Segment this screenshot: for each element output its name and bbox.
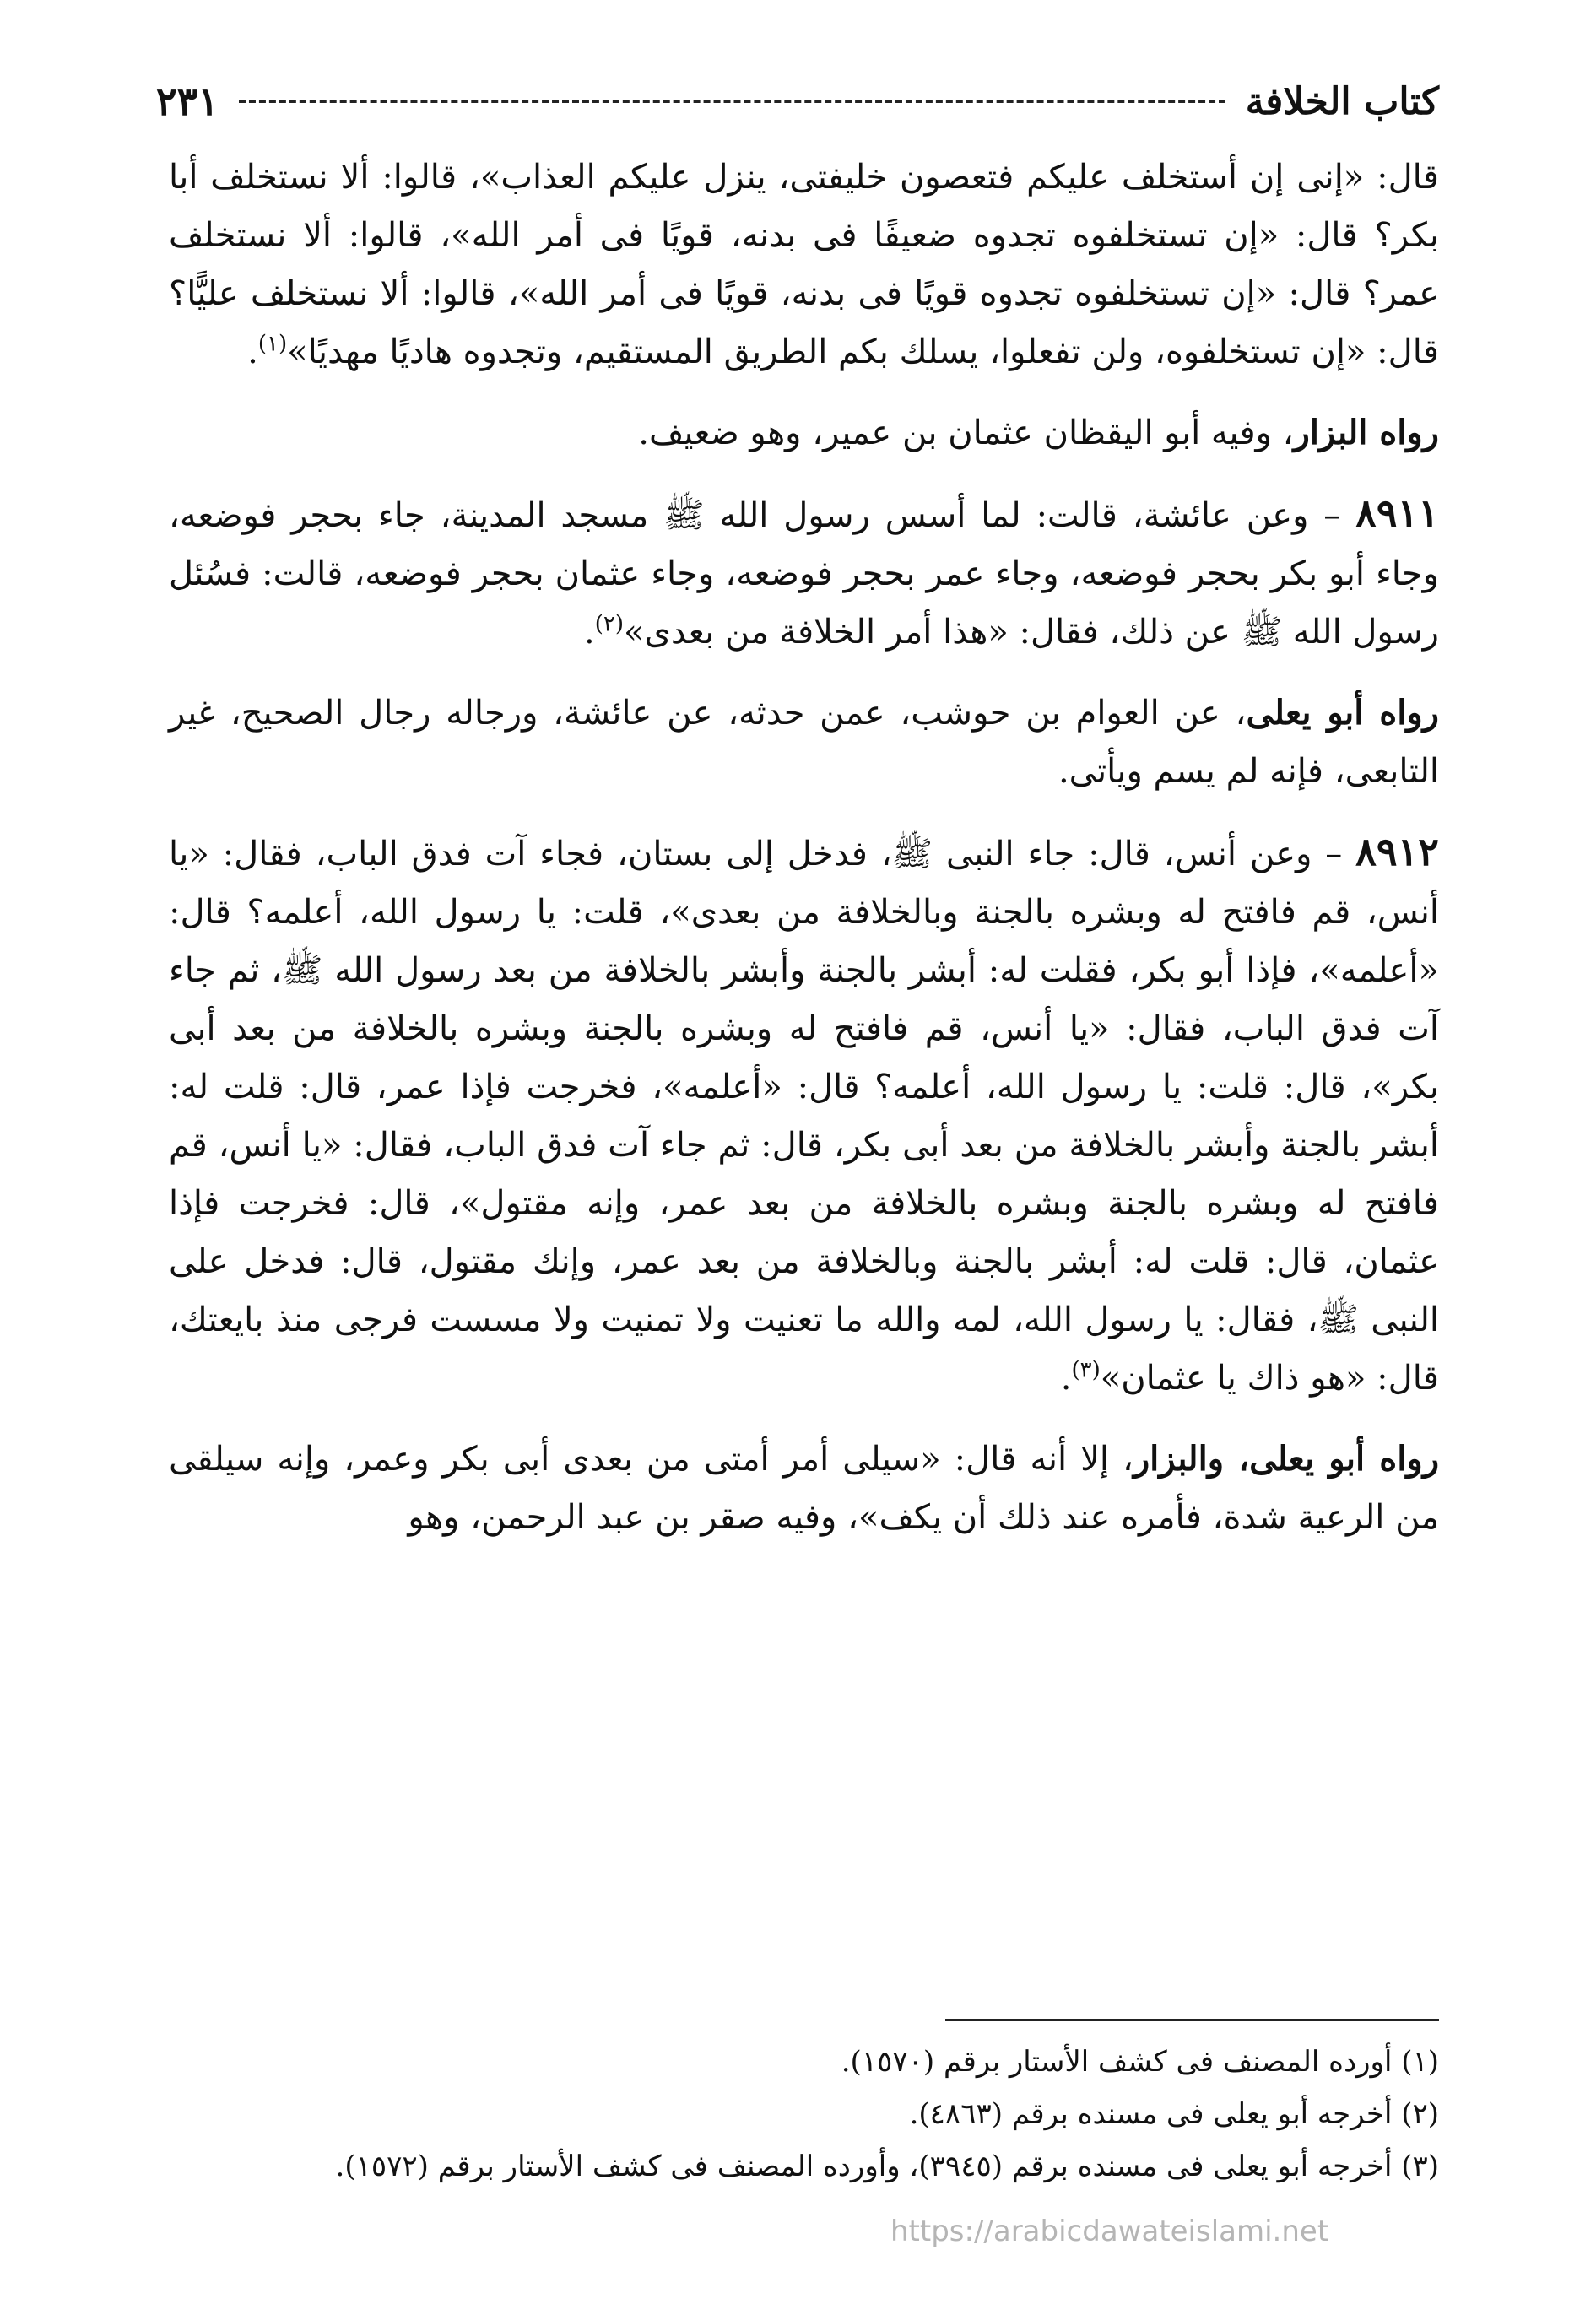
footnote-item: (٣) أخرجه أبو يعلى فى مسنده برقم (٣٩٤٥)، وأورده المصنف فى كشف الأستار برقم (١٥٧٢). <box>335 2150 1439 2183</box>
hadith-number: ٨٩١١ <box>1355 490 1439 536</box>
footnote-item: (١) أورده المصنف فى كشف الأستار برقم (١٥٧٠). <box>841 2045 1439 2079</box>
hadith-paragraph <box>169 823 1439 1408</box>
main-text <box>169 149 1439 1569</box>
narration-paragraph <box>169 403 1439 462</box>
footnote-item: (٢) أخرجه أبو يعلى فى مسنده برقم (٤٨٦٣). <box>909 2097 1439 2131</box>
hadith-paragraph <box>169 484 1439 662</box>
footnote-ref[interactable]: (١) <box>257 331 288 357</box>
chapter-title: كتاب الخلافة <box>1245 79 1439 123</box>
paragraph <box>169 149 1439 381</box>
paragraph-text: ، وفيه أبو اليقظان عثمان بن عمير، وهو ضعيف. <box>638 414 1294 452</box>
paragraph-text: – وعن أنس، قال: جاء النبى ﷺ، فدخل إلى بستان، فجاء آت فدق الباب، فقال: «يا أنس، قم فافتح له وبشره بالجنة وبالخلافة من بعدى»، قلت: يا رسول الله، أعلمه؟ قال: «أعلمه»، فإذا أبو بكر، فقلت له: أبشر بالجنة وأبشر بالخلافة من بعد رسول الله ﷺ، ثم جاء آت فدق الباب، فقال: «يا أنس، قم فافتح له وبشره بالجنة وبشره بالخلافة من بعد أبى بكر»، قال: قلت: يا رسول الله، أعلمه؟ قال: «أعلمه»، فخرجت فإذا عمر، قال: قلت له: أبشر بالجنة وأبشر بالخلافة من بعد أبى بكر، قال: ثم جاء آت فدق الباب، فقال: «يا أنس، قم فافتح له وبشره بالجنة وبشره بالخلافة من بعد عمر، وإنه مقتول»، قال: فخرجت فإذا عثمان، قال: قلت له: أبشر بالجنة وبالخلافة من بعد عمر، وإنك مقتول، قال: فدخل على النبى ﷺ، فقال: يا رسول الله، لمه والله ما تعنيت ولا تمنيت ولا مسست فرجى منذ بايعتك، قال: «هو ذاك يا عثمان» <box>169 835 1439 1398</box>
narrator-intro: رواه البزار <box>1293 413 1439 452</box>
paragraph-end: . <box>584 613 595 652</box>
paragraph-text: – وعن عائشة، قالت: لما أسس رسول الله ﷺ مسجد المدينة، جاء بحجر فوضعه، وجاء أبو بكر بحجر فوضعه، وجاء عمر بحجر فوضعه، وجاء عثمان بحجر فوضعه، قالت: فسُئل رسول الله ﷺ عن ذلك، فقال: «هذا أمر الخلافة من بعدى» <box>169 496 1439 652</box>
watermark-url: https://arabicdawateislami.net <box>890 2215 1329 2248</box>
narrator-intro: رواه أبو يعلى، والبزار <box>1133 1439 1440 1479</box>
footnotes <box>169 2036 1439 2193</box>
paragraph-text: ، إلا أنه قال: «سيلى أمر أمتى من بعدى أبى بكر وعمر، وإنه سيلقى من الرعية شدة، فأمره عند ذلك أن يكف»، وفيه صقر بن عبد الرحمن، وهو <box>169 1440 1439 1537</box>
footnote-divider <box>945 2019 1439 2021</box>
narrator-intro: رواه أبو يعلى <box>1246 693 1439 733</box>
paragraph-text: ، عن العوام بن حوشب، عمن حدثه، عن عائشة، ورجاله رجال الصحيح، غير التابعى، فإنه لم يسم ويأتى. <box>169 694 1439 791</box>
footnote-ref[interactable]: (٣) <box>1071 1357 1101 1383</box>
page-number: ٢٣١ <box>156 78 219 124</box>
hadith-number: ٨٩١٢ <box>1355 829 1439 874</box>
header-dashed-rule <box>239 100 1225 103</box>
paragraph-end: . <box>247 333 258 371</box>
footnote-ref[interactable]: (٢) <box>594 611 625 637</box>
paragraph-text: قال: «إنى إن أستخلف عليكم فتعصون خليفتى، ينزل عليكم العذاب»، قالوا: ألا نستخلف أبا بكر؟ قال: «إن تستخلفوه تجدوه ضعيفًا فى بدنه، قويًا فى أمر الله»، قالوا: ألا نستخلف عمر؟ قال: «إن تستخلفوه تجدوه قويًا فى بدنه، قويًا فى أمر الله»، قالوا: ألا نستخلف عليًّا؟ قال: «إن تستخلفوه، ولن تفعلوا، يسلك بكم الطريق المستقيم، وتجدوه هاديًا مهديًا» <box>169 158 1439 371</box>
paragraph-end: . <box>1060 1359 1072 1398</box>
running-header <box>156 68 1439 135</box>
narration-paragraph <box>169 1430 1439 1547</box>
narration-paragraph <box>169 684 1439 801</box>
